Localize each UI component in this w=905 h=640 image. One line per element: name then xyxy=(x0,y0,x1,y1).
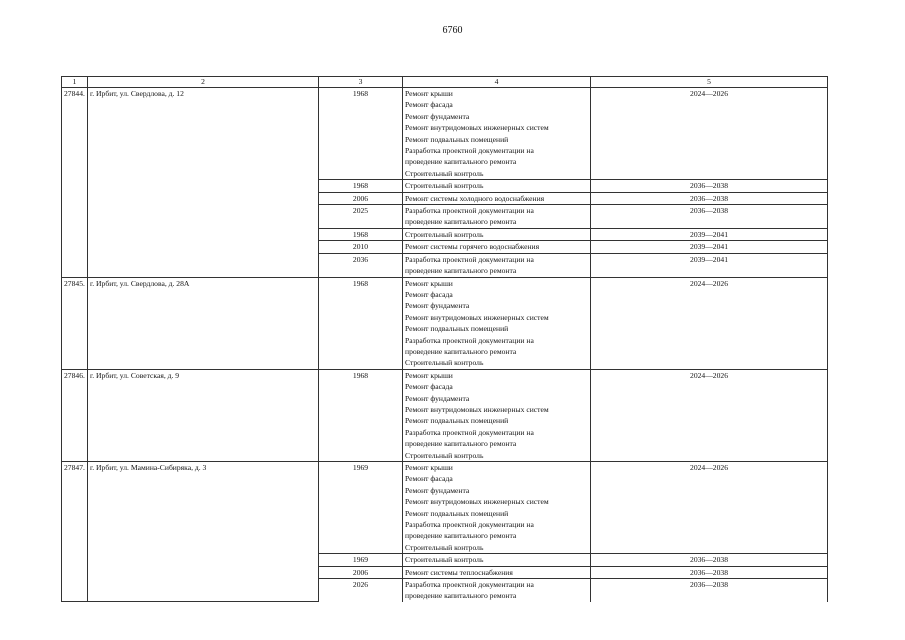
period-cell: 2039—2041 xyxy=(591,241,828,253)
work-item: Ремонт фасада xyxy=(405,474,453,484)
work-item: Ремонт внутридомовых инженерных систем xyxy=(405,497,549,507)
year-cell: 1968 xyxy=(319,180,403,192)
work-item: Ремонт крыши xyxy=(405,278,453,288)
work-item: Строительный контроль xyxy=(405,542,484,552)
col-header-2: 2 xyxy=(88,77,319,88)
work-item: Строительный контроль xyxy=(405,450,484,460)
work-item: Ремонт системы теплоснабжения xyxy=(405,567,513,577)
building-number: 27846. xyxy=(62,369,88,461)
year-cell: 2036 xyxy=(319,253,403,277)
works-cell xyxy=(403,554,591,566)
work-item: Ремонт внутридомовых инженерных систем xyxy=(405,404,549,414)
work-item: Строительный контроль xyxy=(405,168,484,178)
works-cell xyxy=(403,277,591,369)
year-cell: 1968 xyxy=(319,88,403,180)
table-row xyxy=(62,462,828,554)
work-item: Ремонт фундамента xyxy=(405,301,470,311)
work-item: Разработка проектной документации на xyxy=(405,580,534,590)
period-cell: 2036—2038 xyxy=(591,205,828,229)
works-cell xyxy=(403,579,591,602)
works-cell xyxy=(403,369,591,461)
work-item: Ремонт крыши xyxy=(405,463,453,472)
building-number: 27847. xyxy=(62,462,88,602)
period-cell: 2024—2026 xyxy=(591,88,828,180)
works-cell xyxy=(403,205,591,229)
works-cell xyxy=(403,88,591,180)
work-item: Ремонт внутридомовых инженерных систем xyxy=(405,312,549,322)
work-item: Строительный контроль xyxy=(405,358,484,368)
works-cell xyxy=(403,566,591,578)
year-cell: 2010 xyxy=(319,241,403,253)
table-row xyxy=(62,88,828,180)
works-cell xyxy=(403,462,591,554)
work-item: проведение капитального ремонта xyxy=(405,266,517,276)
work-item: Ремонт фасада xyxy=(405,100,453,110)
work-item: Разработка проектной документации на xyxy=(405,520,534,530)
works-cell xyxy=(403,241,591,253)
building-address: г. Ирбит, ул. Мамина-Сибиряка, д. 3 xyxy=(88,462,319,602)
header-row xyxy=(62,77,828,88)
work-item: Разработка проектной документации на xyxy=(405,254,534,264)
year-cell: 2006 xyxy=(319,566,403,578)
period-cell: 2024—2026 xyxy=(591,369,828,461)
work-item: Строительный контроль xyxy=(405,181,484,191)
work-item: Ремонт системы горячего водоснабжения xyxy=(405,242,540,252)
year-cell: 1969 xyxy=(319,462,403,554)
work-item: проведение капитального ремонта xyxy=(405,439,517,449)
period-cell: 2024—2026 xyxy=(591,277,828,369)
building-number: 27844. xyxy=(62,88,88,278)
work-item: Ремонт крыши xyxy=(405,89,453,98)
work-item: Разработка проектной документации на xyxy=(405,206,534,216)
work-item: Ремонт подвальных помещений xyxy=(405,508,509,518)
works-cell xyxy=(403,180,591,192)
table-body xyxy=(62,88,828,602)
year-cell: 1968 xyxy=(319,277,403,369)
col-header-5: 5 xyxy=(591,77,828,88)
work-item: Ремонт фасада xyxy=(405,382,453,392)
page-number: 6760 xyxy=(442,25,463,36)
work-item: Строительный контроль xyxy=(405,229,484,239)
table-row xyxy=(62,369,828,461)
work-item: проведение капитального ремонта xyxy=(405,217,517,227)
period-cell: 2039—2041 xyxy=(591,253,828,277)
work-item: Ремонт фундамента xyxy=(405,485,470,495)
building-address: г. Ирбит, ул. Советская, д. 9 xyxy=(88,369,319,461)
work-item: Ремонт фасада xyxy=(405,289,453,299)
work-item: Ремонт фундамента xyxy=(405,111,470,121)
table-row xyxy=(62,277,828,369)
year-cell: 1968 xyxy=(319,228,403,240)
work-item: проведение капитального ремонта xyxy=(405,531,517,541)
year-cell: 1969 xyxy=(319,554,403,566)
period-cell: 2039—2041 xyxy=(591,228,828,240)
col-header-3: 3 xyxy=(319,77,403,88)
building-address: г. Ирбит, ул. Свердлова, д. 28А xyxy=(88,277,319,369)
period-cell: 2036—2038 xyxy=(591,579,828,602)
work-item: Ремонт внутридомовых инженерных систем xyxy=(405,123,549,133)
year-cell: 1968 xyxy=(319,369,403,461)
work-item: Ремонт системы холодного водоснабжения xyxy=(405,193,545,203)
work-item: Ремонт крыши xyxy=(405,370,453,380)
building-number: 27845. xyxy=(62,277,88,369)
work-item: Ремонт подвальных помещений xyxy=(405,416,509,426)
works-cell xyxy=(403,253,591,277)
building-address: г. Ирбит, ул. Свердлова, д. 12 xyxy=(88,88,319,278)
col-header-1: 1 xyxy=(62,77,88,88)
work-item: Разработка проектной документации на xyxy=(405,146,534,156)
work-item: проведение капитального ремонта xyxy=(405,591,517,601)
work-item: Ремонт подвальных помещений xyxy=(405,134,509,144)
work-item: Разработка проектной документации на xyxy=(405,427,534,437)
work-item: проведение капитального ремонта xyxy=(405,346,517,356)
works-cell xyxy=(403,192,591,204)
period-cell: 2036—2038 xyxy=(591,566,828,578)
repair-schedule-table xyxy=(61,76,828,602)
col-header-4: 4 xyxy=(403,77,591,88)
year-cell: 2025 xyxy=(319,205,403,229)
period-cell: 2036—2038 xyxy=(591,180,828,192)
year-cell: 2026 xyxy=(319,579,403,602)
period-cell: 2024—2026 xyxy=(591,462,828,554)
work-item: Ремонт фундамента xyxy=(405,393,470,403)
work-item: Ремонт подвальных помещений xyxy=(405,324,509,334)
work-item: Разработка проектной документации на xyxy=(405,335,534,345)
work-item: Строительный контроль xyxy=(405,555,484,565)
work-item: проведение капитального ремонта xyxy=(405,157,517,167)
year-cell: 2006 xyxy=(319,192,403,204)
period-cell: 2036—2038 xyxy=(591,554,828,566)
period-cell: 2036—2038 xyxy=(591,192,828,204)
works-cell xyxy=(403,228,591,240)
